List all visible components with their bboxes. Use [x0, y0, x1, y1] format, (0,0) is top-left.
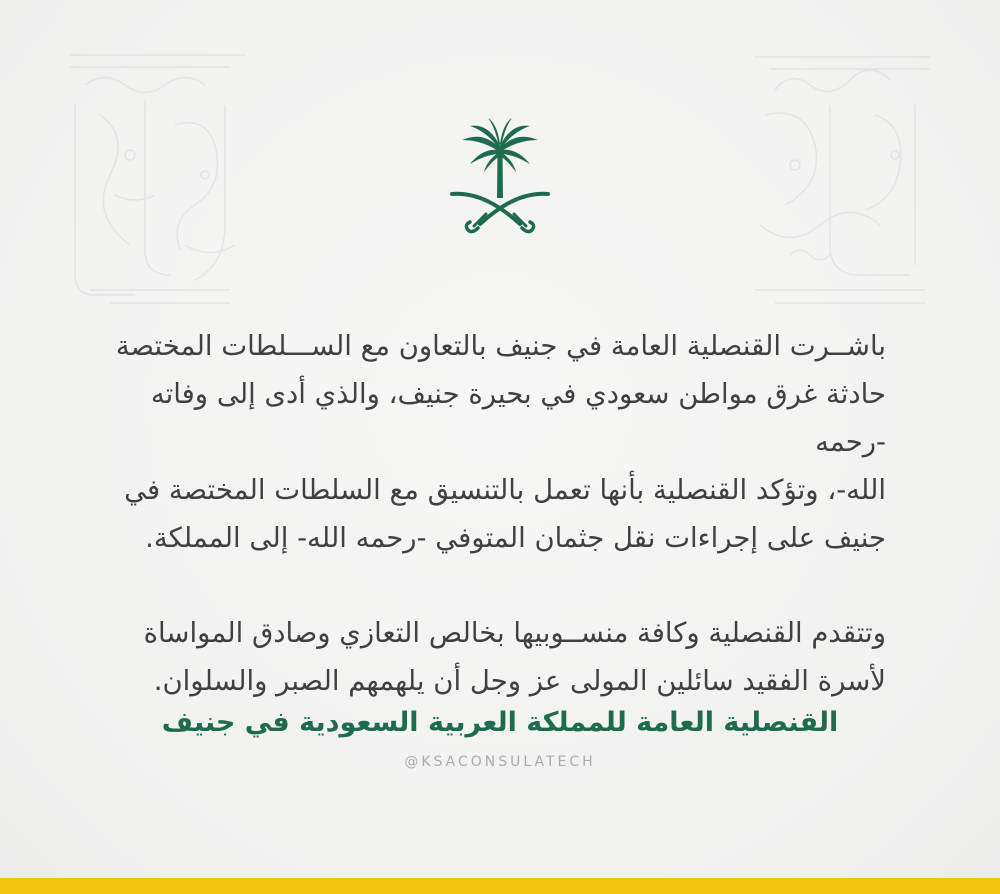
statement-line: باشــرت القنصلية العامة في جنيف بالتعاون مع الســـلطات المختصة	[115, 330, 886, 362]
statement-line: لأسرة الفقيد سائلين المولى عز وجل أن يلهمهم الصبر والسلوان.	[153, 665, 886, 697]
condolence-paragraph	[96, 609, 886, 705]
bottom-accent-bar	[0, 878, 1000, 894]
calligraphy-watermark-left-icon	[55, 45, 265, 315]
consulate-signature: القنصلية العامة للمملكة العربية السعودية في جنيف	[161, 707, 839, 738]
statement-line: الله-، وتؤكد القنصلية بأنها تعمل بالتنسيق مع السلطات المختصة في	[124, 474, 886, 506]
statement-body	[96, 322, 886, 705]
statement-line: حادثة غرق مواطن سعودي في بحيرة جنيف، والذي أدى إلى وفاته -رحمه	[150, 378, 886, 458]
calligraphy-watermark-right-icon	[735, 45, 945, 315]
statement-paragraph	[96, 322, 886, 562]
statement-line: جنيف على إجراءات نقل جثمان المتوفي -رحمه الله- إلى المملكة.	[145, 522, 886, 554]
statement-line: وتتقدم القنصلية وكافة منســوبيها بخالص التعازي وصادق المواساة	[143, 617, 886, 649]
social-handle: @KSACONSULATECH	[404, 754, 596, 770]
palm-swords-emblem-icon	[448, 118, 552, 242]
